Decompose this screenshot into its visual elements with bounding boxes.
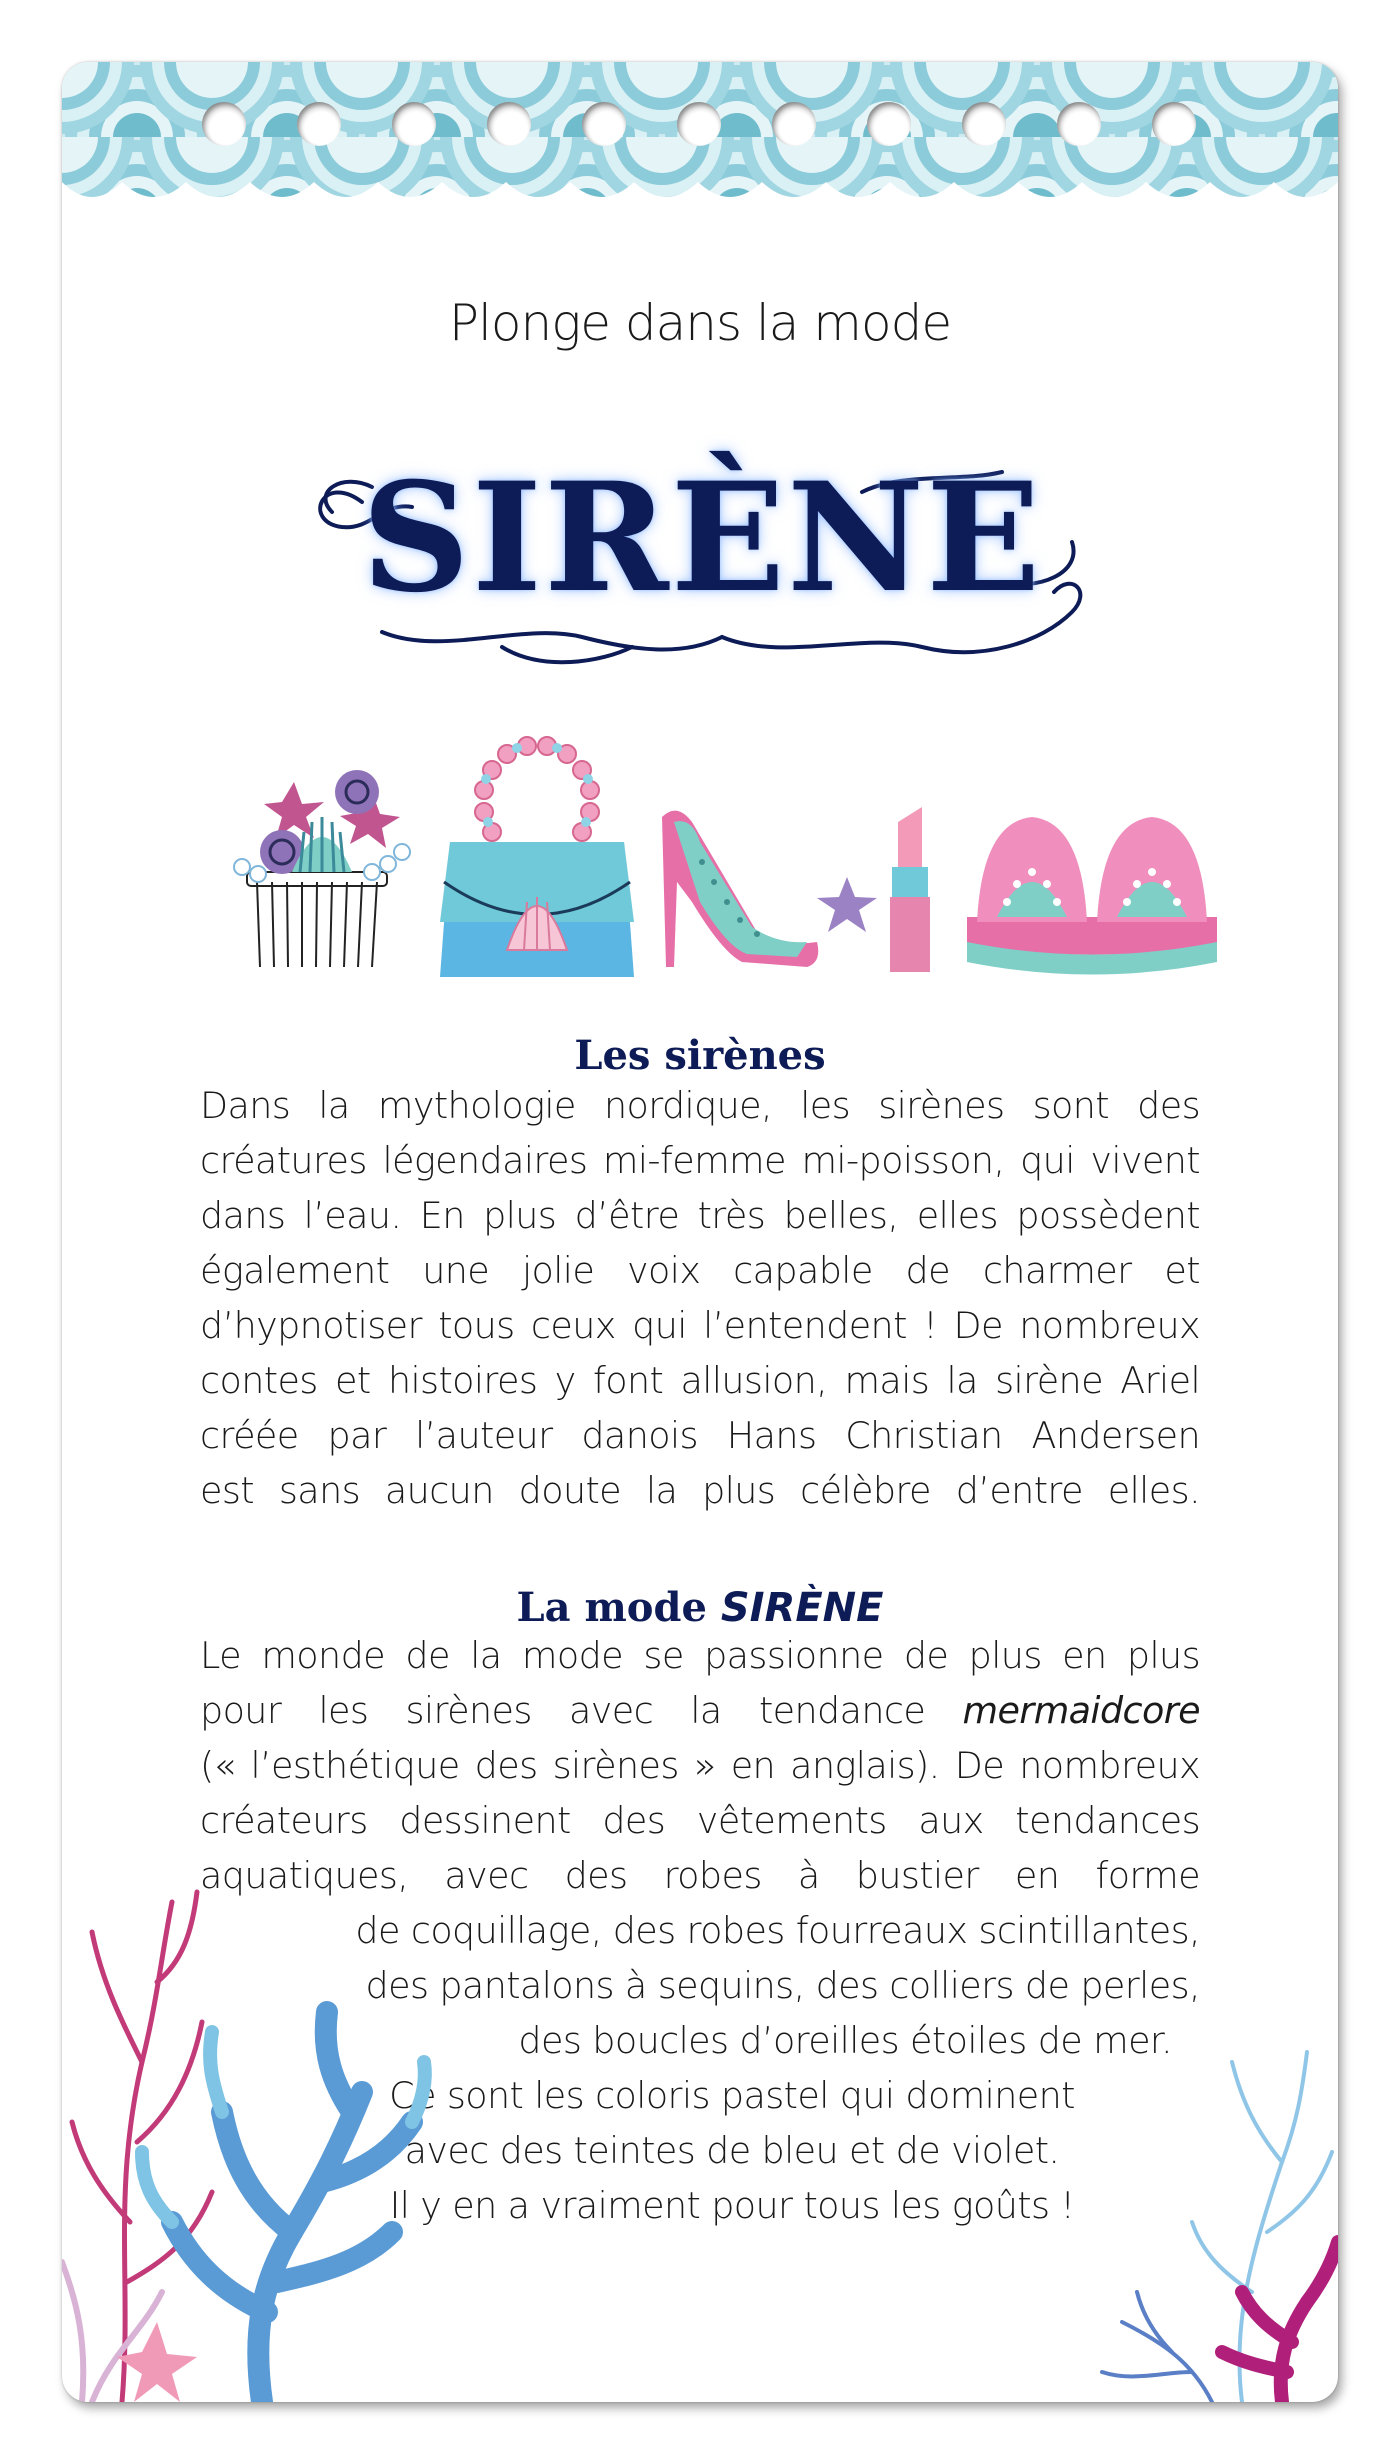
binder-hole: [867, 102, 911, 146]
binder-hole: [582, 102, 626, 146]
binder-hole: [392, 102, 436, 146]
text-line: des pantalons à sequins, des colliers de perles,: [365, 1964, 1200, 2007]
text-line: (« l’esthétique des sirènes » en anglais). De nombreux: [200, 1744, 1200, 1787]
binder-hole: [772, 102, 816, 146]
binder-hole: [487, 102, 531, 146]
binder-hole: [962, 102, 1006, 146]
coral-left-decoration: [62, 1862, 482, 2402]
text-line: est sans aucun doute la plus célèbre d’entre elles.: [200, 1469, 1200, 1512]
high-heel-icon: [662, 811, 818, 967]
text-line: Ce sont les coloris pastel qui dominent: [389, 2074, 1075, 2117]
section-text-sirenes: [200, 1078, 1200, 1518]
binder-hole: [297, 102, 341, 146]
info-card: [62, 62, 1338, 2402]
text-italic: mermaidcore: [962, 1689, 1200, 1732]
text-line: aquatiques, avec des robes à bustier en forme: [200, 1854, 1200, 1897]
text-line: d’hypnotiser tous ceux qui l’entendent ! De nombreux: [200, 1304, 1200, 1347]
text-line: créatures légendaires mi-femme mi-poisson, qui vivent: [200, 1139, 1200, 1182]
handbag-icon: [440, 737, 634, 977]
text-line: Il y en a vraiment pour tous les goûts !: [389, 2184, 1075, 2227]
binder-hole: [677, 102, 721, 146]
text-line: créée par l’auteur danois Hans Christian Andersen: [200, 1414, 1200, 1457]
text-line: contes et histoires y font allusion, mais la sirène Ariel: [200, 1359, 1200, 1402]
coral-right-decoration: [1082, 2022, 1338, 2402]
starfish-icon: [817, 877, 877, 932]
page-title: SIRÈNE: [361, 450, 1043, 626]
text-line: des boucles d’oreilles étoiles de mer.: [518, 2019, 1172, 2062]
accessories-illustration: [222, 722, 1222, 982]
shell-bra-icon: [967, 817, 1217, 975]
binder-hole: [1152, 102, 1196, 146]
section-heading-mode-sirene: [62, 1584, 1338, 1631]
section-heading-sirenes: Les sirènes: [574, 1032, 826, 1079]
text-line: avec des teintes de bleu et de violet.: [404, 2129, 1060, 2172]
heading-emphasis: SIRÈNE: [720, 1585, 884, 1631]
text-line: de coquillage, des robes fourreaux scintillantes,: [355, 1909, 1200, 1952]
text-plain: pour les sirènes avec la tendance: [200, 1689, 963, 1732]
heading-prefix: La mode: [516, 1584, 721, 1631]
page-subtitle: Plonge dans la mode: [448, 294, 952, 352]
text-line: [200, 1683, 1200, 1738]
text-line: créateurs dessinent des vêtements aux tendances: [200, 1799, 1200, 1842]
binder-hole: [1057, 102, 1101, 146]
text-line: également une jolie voix capable de charmer et: [200, 1249, 1200, 1292]
text-line: dans l’eau. En plus d’être très belles, elles possèdent: [200, 1194, 1200, 1237]
title-block: [302, 432, 1102, 672]
hair-comb-icon: [234, 770, 410, 967]
text-line: Le monde de la mode se passionne de plus en plus: [200, 1634, 1200, 1677]
lipstick-icon: [890, 807, 930, 972]
binder-holes: [62, 62, 1338, 162]
text-line: Dans la mythologie nordique, les sirènes sont des: [200, 1084, 1200, 1127]
binder-hole: [202, 102, 246, 146]
